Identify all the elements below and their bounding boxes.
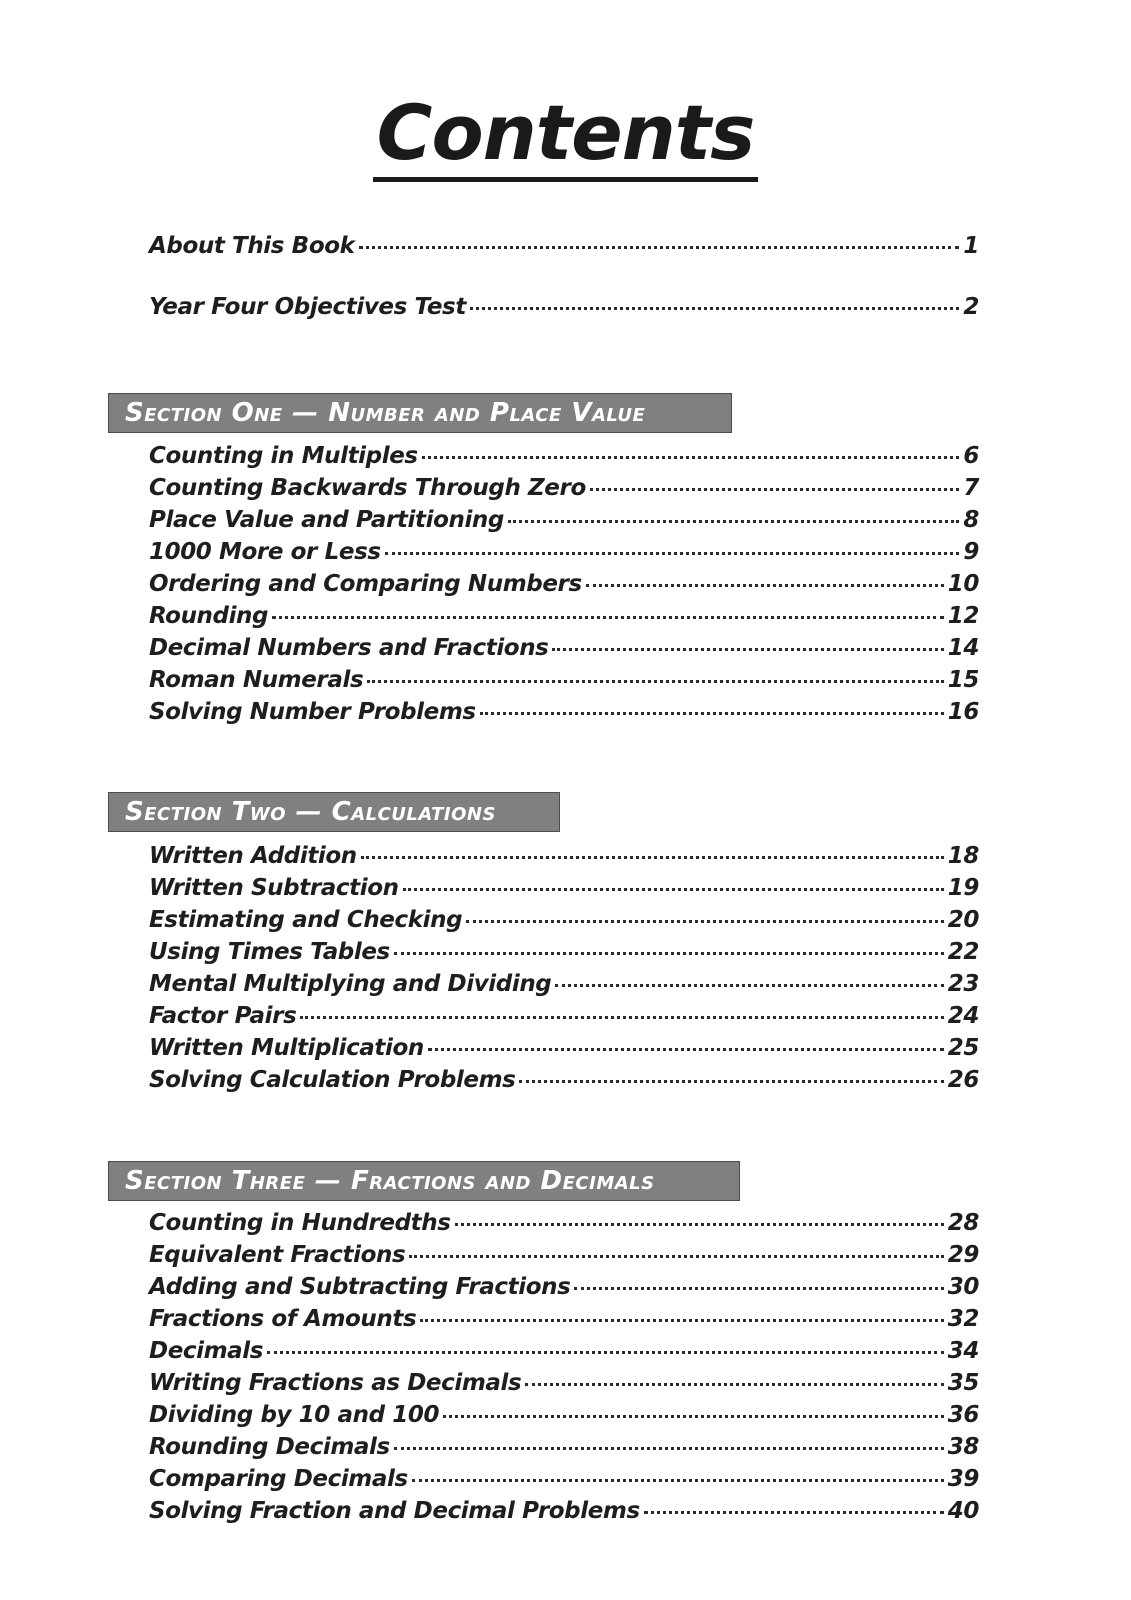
toc-entry[interactable] <box>149 1067 979 1097</box>
toc-entry[interactable] <box>149 907 979 937</box>
dot-leader <box>428 1048 944 1051</box>
toc-entry-page: 16 <box>947 699 979 725</box>
toc-entry[interactable] <box>149 699 979 729</box>
toc-entry-label: Dividing by 10 and 100 <box>149 1402 440 1428</box>
dot-leader <box>403 888 944 891</box>
toc-entry[interactable] <box>149 1003 979 1033</box>
toc-entry-page: 7 <box>963 475 979 501</box>
toc-entry[interactable] <box>149 1210 979 1240</box>
dot-leader <box>574 1287 943 1290</box>
toc-entry-label: Counting in Multiples <box>149 443 418 469</box>
toc-entry-page: 22 <box>947 939 979 965</box>
toc-entry-page: 14 <box>947 635 979 661</box>
section-heading-three: Section Three — Fractions and Decimals <box>108 1161 740 1201</box>
dot-leader <box>359 246 960 249</box>
toc-entry-page: 40 <box>947 1498 979 1524</box>
toc-entry[interactable] <box>149 507 979 537</box>
toc-entry-label: Mental Multiplying and Dividing <box>149 971 552 997</box>
toc-entry-label: Factor Pairs <box>149 1003 297 1029</box>
dot-leader <box>455 1223 944 1226</box>
toc-entry-label: Decimals <box>149 1338 264 1364</box>
toc-entry-label: Solving Calculation Problems <box>149 1067 516 1093</box>
toc-entry[interactable] <box>149 539 979 569</box>
dot-leader <box>508 520 959 523</box>
toc-entry[interactable] <box>149 1370 979 1400</box>
toc-entry[interactable] <box>149 1434 979 1464</box>
dot-leader <box>385 552 960 555</box>
dot-leader <box>394 1447 944 1450</box>
section-heading-two: Section Two — Calculations <box>108 792 560 832</box>
toc-entry-label: Ordering and Comparing Numbers <box>149 571 582 597</box>
toc-entry-page: 1 <box>963 233 979 259</box>
toc-entry-page: 15 <box>947 667 979 693</box>
toc-entry[interactable] <box>149 635 979 665</box>
dot-leader <box>443 1415 944 1418</box>
dot-leader <box>409 1255 944 1258</box>
toc-entry-label: Writing Fractions as Decimals <box>149 1370 522 1396</box>
toc-entry-label: Written Multiplication <box>149 1035 424 1061</box>
toc-entry-page: 6 <box>963 443 979 469</box>
toc-entry[interactable] <box>149 1338 979 1368</box>
dot-leader <box>519 1080 943 1083</box>
toc-entry-label: Using Times Tables <box>149 939 390 965</box>
page-title-text: Contents <box>373 95 759 182</box>
toc-entry-label: Solving Number Problems <box>149 699 476 725</box>
toc-entry-label: 1000 More or Less <box>149 539 381 565</box>
toc-entry[interactable] <box>149 939 979 969</box>
toc-entry-page: 26 <box>947 1067 979 1093</box>
toc-entry[interactable] <box>149 667 979 697</box>
dot-leader <box>480 712 944 715</box>
toc-entry-label: Rounding Decimals <box>149 1434 390 1460</box>
dot-leader <box>525 1383 943 1386</box>
page-title <box>0 88 1131 182</box>
dot-leader <box>552 648 943 651</box>
toc-entry[interactable] <box>149 571 979 601</box>
toc-entry[interactable] <box>149 475 979 505</box>
toc-entry-page: 19 <box>947 875 979 901</box>
toc-entry[interactable] <box>149 294 979 324</box>
toc-entry-label: Decimal Numbers and Fractions <box>149 635 549 661</box>
toc-entry[interactable] <box>149 843 979 873</box>
toc-entry-page: 9 <box>963 539 979 565</box>
toc-entry-label: About This Book <box>149 233 355 259</box>
toc-entry-label: Counting in Hundredths <box>149 1210 451 1236</box>
dot-leader <box>420 1319 944 1322</box>
dot-leader <box>466 920 944 923</box>
dot-leader <box>361 856 944 859</box>
toc-entry-label: Written Addition <box>149 843 357 869</box>
toc-entry[interactable] <box>149 443 979 473</box>
dot-leader <box>555 984 943 987</box>
toc-entry[interactable] <box>149 1274 979 1304</box>
toc-entry-label: Solving Fraction and Decimal Problems <box>149 1498 640 1524</box>
toc-entry-page: 39 <box>947 1466 979 1492</box>
toc-entry-page: 25 <box>947 1035 979 1061</box>
toc-entry-page: 36 <box>947 1402 979 1428</box>
toc-entry-label: Place Value and Partitioning <box>149 507 504 533</box>
toc-entry[interactable] <box>149 971 979 1001</box>
toc-entry-label: Written Subtraction <box>149 875 399 901</box>
toc-entry[interactable] <box>149 1306 979 1336</box>
dot-leader <box>422 456 960 459</box>
dot-leader <box>644 1511 944 1514</box>
dot-leader <box>412 1479 944 1482</box>
toc-entry-page: 24 <box>947 1003 979 1029</box>
toc-entry-label: Estimating and Checking <box>149 907 463 933</box>
toc-entry-page: 20 <box>947 907 979 933</box>
toc-entry-label: Year Four Objectives Test <box>149 294 466 320</box>
section-heading-one: Section One — Number and Place Value <box>108 393 732 433</box>
dot-leader <box>394 952 944 955</box>
toc-entry-page: 23 <box>947 971 979 997</box>
toc-entry-label: Adding and Subtracting Fractions <box>149 1274 571 1300</box>
toc-entry-page: 35 <box>947 1370 979 1396</box>
toc-entry-page: 12 <box>947 603 979 629</box>
dot-leader <box>367 680 944 683</box>
toc-entry-page: 18 <box>947 843 979 869</box>
toc-entry-label: Rounding <box>149 603 269 629</box>
dot-leader <box>267 1351 944 1354</box>
toc-entry[interactable] <box>149 1035 979 1065</box>
toc-entry[interactable] <box>149 233 979 263</box>
toc-entry-page: 29 <box>947 1242 979 1268</box>
dot-leader <box>590 488 960 491</box>
toc-entry-page: 38 <box>947 1434 979 1460</box>
toc-entry-page: 8 <box>963 507 979 533</box>
toc-entry-label: Comparing Decimals <box>149 1466 408 1492</box>
toc-entry-page: 34 <box>947 1338 979 1364</box>
toc-entry-page: 32 <box>947 1306 979 1332</box>
toc-entry-page: 30 <box>947 1274 979 1300</box>
toc-entry[interactable] <box>149 1402 979 1432</box>
toc-entry-page: 10 <box>947 571 979 597</box>
toc-entry[interactable] <box>149 603 979 633</box>
toc-entry[interactable] <box>149 1242 979 1272</box>
toc-entry-label: Fractions of Amounts <box>149 1306 417 1332</box>
dot-leader <box>586 584 944 587</box>
toc-entry[interactable] <box>149 1466 979 1496</box>
toc-entry-page: 2 <box>963 294 979 320</box>
dot-leader <box>300 1016 943 1019</box>
toc-entry-label: Equivalent Fractions <box>149 1242 406 1268</box>
toc-entry[interactable] <box>149 1498 979 1528</box>
dot-leader <box>470 307 959 310</box>
toc-entry-label: Counting Backwards Through Zero <box>149 475 586 501</box>
toc-entry-page: 28 <box>947 1210 979 1236</box>
toc-entry-label: Roman Numerals <box>149 667 364 693</box>
toc-entry[interactable] <box>149 875 979 905</box>
dot-leader <box>272 616 944 619</box>
